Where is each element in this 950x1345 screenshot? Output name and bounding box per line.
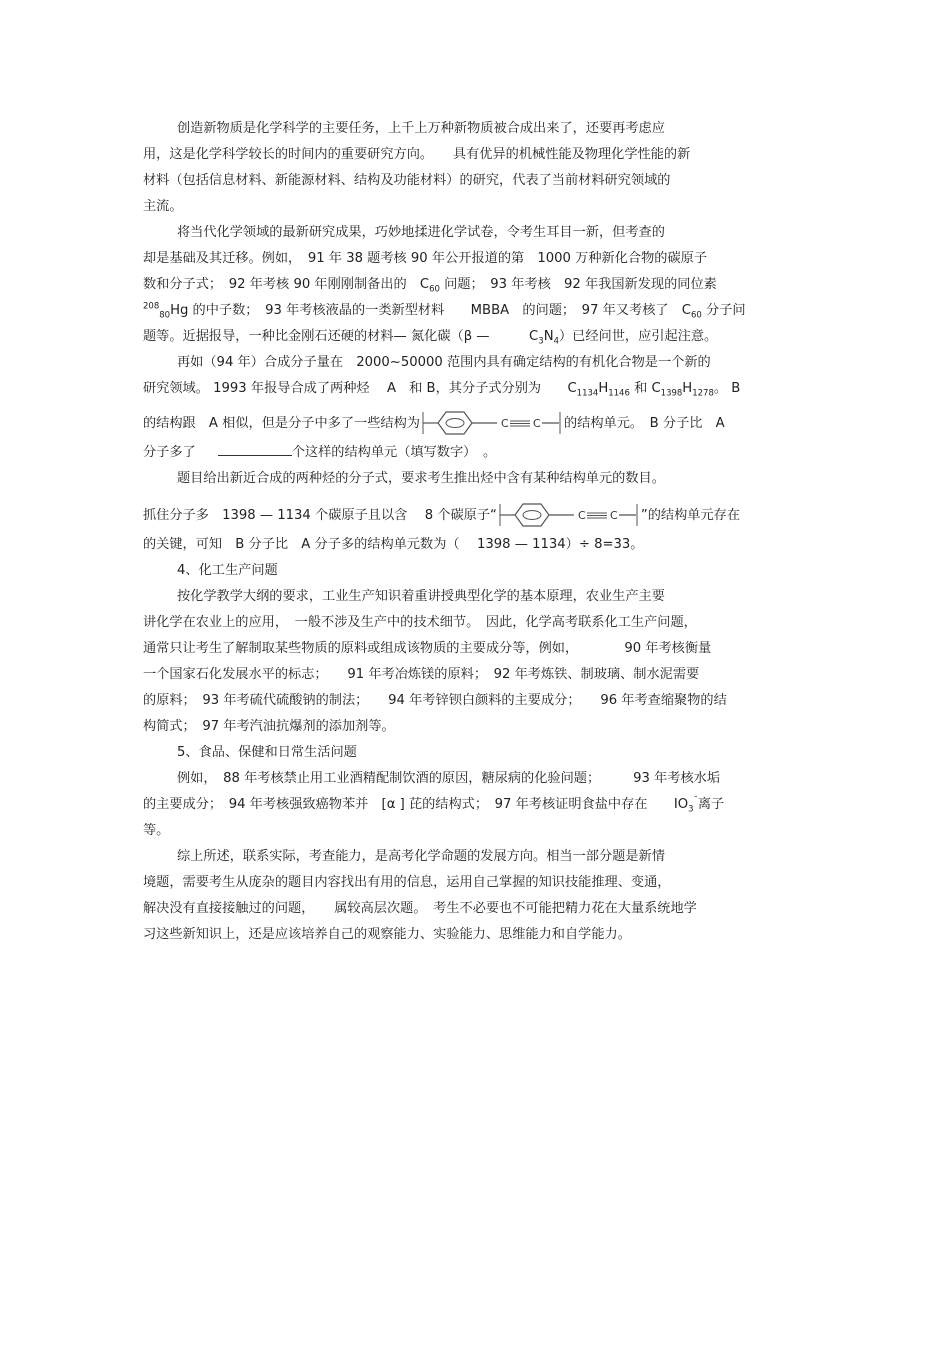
- svg-text:C: C: [577, 509, 586, 522]
- paragraph-explanation: [143, 466, 808, 558]
- paragraph-recent-research: [143, 220, 808, 350]
- text-line: 解决没有直接接触过的问题， 属较高层次题。 考生不必要也不可能把精力花在大量系统地学: [143, 901, 697, 916]
- paragraph-new-substances: [143, 116, 808, 220]
- text-line: 抓住分子多 1398 — 1134 个碳原子且以含 8 个碳原子“ C C ”的结构单元存在: [143, 500, 808, 532]
- text-line: 分子多了 个这样的结构单元（填写数字） 。: [143, 440, 808, 466]
- text-line: 用，这是化学科学较长的时间内的重要研究方向。 具有优异的机械性能及物理化学性能的新: [143, 147, 691, 162]
- text-line: 的主要成分； 94 年考核强致癌物苯并 [α ] 芘的结构式； 97 年考核证明食盐中存在 $IO_3^ˉ$离子: [143, 795, 725, 815]
- phenylethynyl-structure: [422, 408, 562, 438]
- text-line: 主流。: [143, 199, 183, 214]
- text-line: 综上所述，联系实际，考查能力，是高考化学命题的发展方向。相当一部分题是新情: [177, 849, 665, 864]
- phenylethynyl-structure: [499, 500, 639, 530]
- text-line: 将当代化学领域的最新研究成果，巧妙地揉进化学试卷，令考生耳目一新，但考查的: [177, 225, 665, 240]
- svg-text:C: C: [609, 509, 618, 522]
- text-line: 一个国家石化发展水平的标志； 91 年考冶炼镁的原料； 92 年考炼铁、制玻璃、制水泥需要: [143, 667, 700, 682]
- text-line: 等。: [143, 823, 170, 838]
- text-line: 题等。近据报导，一种比金刚石还硬的材料— 氮化碳（β — $C_3N_4$）已经问世，应引起注意。: [143, 329, 718, 347]
- paragraph-hydrocarbons: [143, 350, 808, 466]
- text-line: 数和分子式； 92 年考核 90 年刚刚制备出的 $C_{60}$ 问题； 93 年考核 92 年我国新发现的同位素: [143, 277, 717, 295]
- section-title: 5、食品、保健和日常生活问题: [177, 745, 357, 760]
- text-line: 再如（94 年）合成分子量在 2000~50000 范围内具有确定结构的有机化合物是一个新的: [177, 355, 711, 370]
- text-line: 创造新物质是化学科学的主要任务，上千上万种新物质被合成出来了，还要再考虑应: [177, 121, 665, 136]
- text-line: 按化学教学大纲的要求，工业生产知识着重讲授典型化学的基本原理，农业生产主要: [177, 589, 665, 604]
- svg-text:C: C: [532, 417, 541, 430]
- text-line: 却是基础及其迁移。例如， 91 年 38 题考核 90 年公开报道的第 1000 万种新化合物的碳原子: [143, 251, 708, 266]
- text-line: 构简式； 97 年考汽油抗爆剂的添加剂等。: [143, 719, 395, 734]
- text-line: 题目给出新近合成的两种烃的分子式，要求考生推出烃中含有某种结构单元的数目。: [177, 471, 665, 486]
- section-food-health: [143, 740, 808, 844]
- text-line: 材料（包括信息材料、新能源材料、结构及功能材料）的研究，代表了当前材料研究领域的: [143, 173, 671, 188]
- text-line: 的结构跟 A 相似，但是分子中多了一些结构为 C C 的结构单元。 B 分子比 A: [143, 408, 808, 440]
- text-line: 境题，需要考生从庞杂的题目内容找出有用的信息，运用自己掌握的知识技能推理、变通，: [143, 875, 671, 890]
- text-line: 习这些新知识上，还是应该培养自己的观察能力、实验能力、思维能力和自学能力。: [143, 927, 631, 942]
- text-line: 例如， 88 年考核禁止用工业酒精配制饮酒的原因，糖尿病的化验问题； 93 年考核水垢: [177, 771, 721, 786]
- section-chemical-production: [143, 558, 808, 740]
- answer-blank[interactable]: [218, 441, 292, 456]
- document-page: [143, 116, 808, 948]
- text-line: 讲化学在农业上的应用， 一般不涉及生产中的技术细节。 因此，化学高考联系化工生产问题，: [143, 615, 697, 630]
- section-title: 4、化工生产问题: [177, 563, 278, 578]
- text-line: 研究领域。 1993 年报导合成了两种烃 A 和 B，其分子式分别为 $C_{1134}H_{1146}$ 和 $C_{1398}H_{1278}$。 B: [143, 381, 741, 399]
- text-line: 通常只让考生了解制取某些物质的原料或组成该物质的主要成分等，例如， 90 年考核衡量: [143, 641, 712, 656]
- paragraph-conclusion: [143, 844, 808, 948]
- text-line: 的关键，可知 B 分子比 A 分子多的结构单元数为（ 1398 — 1134）÷ 8=33。: [143, 537, 644, 552]
- text-line: 的原料； 93 年考硫代硫酸钠的制法； 94 年考锌钡白颜料的主要成分； 96 年考查缩聚物的结: [143, 693, 727, 708]
- svg-text:C: C: [500, 417, 509, 430]
- text-line: $^{208}_{80}$Hg 的中子数； 93 年考核液晶的一类新型材料 MBBA 的问题； 97 年又考核了 $C_{60}$ 分子问: [143, 301, 746, 321]
